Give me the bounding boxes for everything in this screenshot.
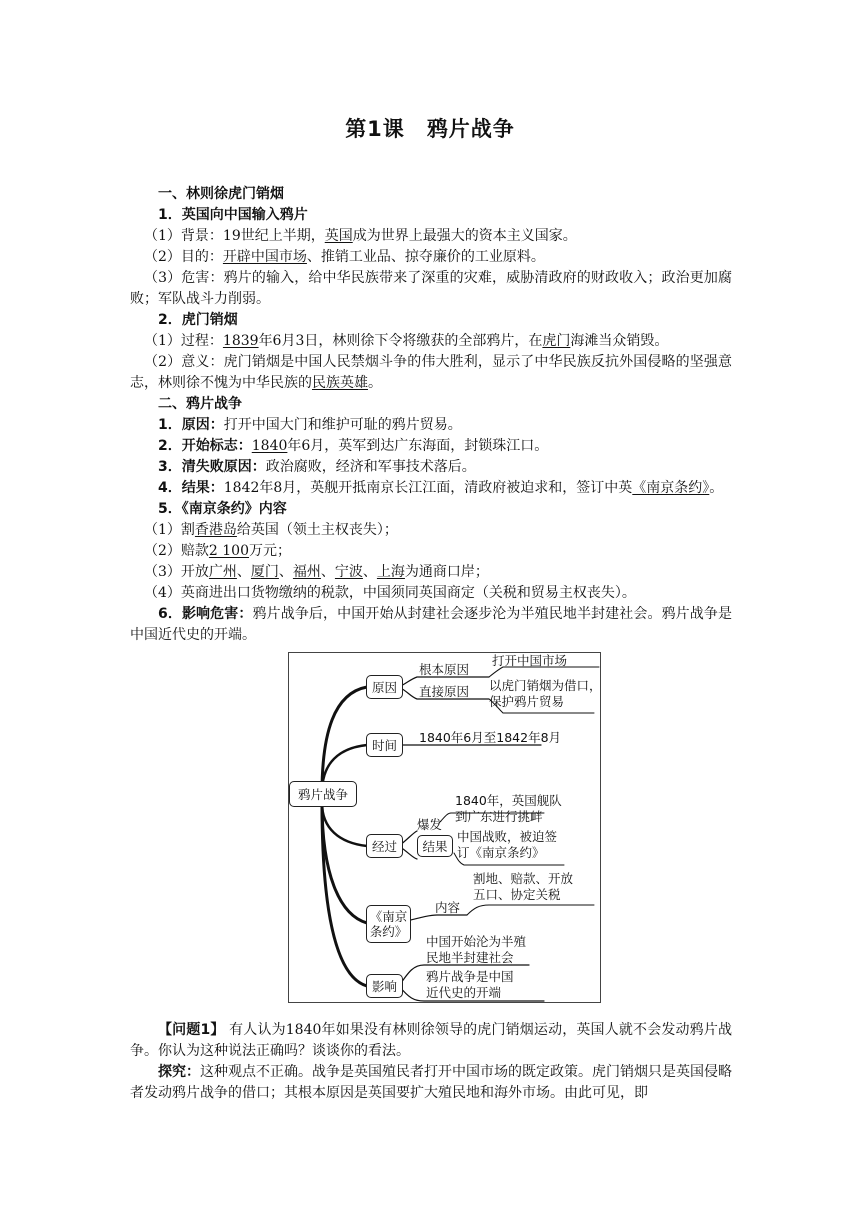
question-block bbox=[130, 1020, 732, 1104]
direct-cause-text: 以虎门销烟为借口， bbox=[489, 678, 602, 693]
treaty-node: 《南京 条约》 bbox=[366, 905, 411, 943]
impact-text: 鸦片战争是中国 bbox=[426, 969, 514, 984]
result-node: 结果 bbox=[417, 835, 453, 857]
paragraph: （2）意义：虎门销烟是中国人民禁烟斗争的伟大胜利，显示了中华民族反抗外国侵略的坚强意志，林则徐不愧为中华民族的民族英雄。 bbox=[130, 354, 732, 391]
lesson-number: 第1课 bbox=[345, 117, 405, 141]
mind-map-diagram bbox=[288, 652, 601, 1003]
paragraph: 1．原因：打开中国大门和维护可耻的鸦片贸易。 bbox=[158, 417, 462, 433]
paragraph: 2．开始标志：1840年6月，英军到达广东海面，封锁珠江口。 bbox=[158, 438, 549, 454]
treaty-content-text: 割地、赔款、开放 bbox=[473, 871, 574, 886]
impact-text: 中国开始沦为半殖 bbox=[426, 934, 527, 949]
root-cause-text: 打开中国市场 bbox=[492, 653, 568, 668]
subsection-heading: 5．《南京条约》内容 bbox=[158, 501, 287, 517]
root-node: 鸦片战争 bbox=[289, 781, 357, 807]
outbreak-text: 到广东进行挑衅 bbox=[455, 809, 543, 824]
paragraph: （2）赔款2 100万元； bbox=[144, 543, 292, 559]
cause-node: 原因 bbox=[366, 675, 403, 699]
page-title bbox=[0, 113, 860, 143]
paragraph: 6．影响危害：鸦片战争后，中国开始从封建社会逐步沦为半殖民地半封建社会。鸦片战争是中国近代史的开端。 bbox=[130, 606, 733, 643]
answer-text: 探究：这种观点不正确。战争是英国殖民者打开中国市场的既定政策。虎门销烟只是英国侵略者发动鸦片战争的借口；其根本原因是英国要扩大殖民地和海外市场。由此可见，即 bbox=[130, 1064, 732, 1101]
process-node: 经过 bbox=[366, 834, 403, 858]
time-text: 1840年6月至1842年8月 bbox=[419, 730, 562, 745]
paragraph: （2）目的：开辟中国市场、推销工业品、掠夺廉价的工业原料。 bbox=[144, 249, 545, 265]
paragraph: （3）开放广州、厦门、福州、宁波、上海为通商口岸； bbox=[144, 564, 489, 580]
paragraph: （1）背景：19世纪上半期，英国成为世界上最强大的资本主义国家。 bbox=[144, 228, 577, 244]
outbreak-text: 1840年，英国舰队 bbox=[455, 793, 562, 808]
result-text: 订《南京条约》 bbox=[457, 845, 545, 860]
direct-cause-text: 保护鸦片贸易 bbox=[489, 694, 565, 709]
paragraph: （4）英商进出口货物缴纳的税款，中国须同英国商定（关税和贸易主权丧失）。 bbox=[144, 585, 636, 601]
result-text: 中国战败，被迫签 bbox=[457, 829, 558, 844]
section-heading: 一、林则徐虎门销烟 bbox=[158, 186, 284, 202]
question-text: 【问题1】 有人认为1840年如果没有林则徐领导的虎门销烟运动，英国人就不会发动鸦片战争。你认为这种说法正确吗？谈谈你的看法。 bbox=[130, 1022, 732, 1059]
paragraph: 4．结果：1842年8月，英舰开抵南京长江江面，清政府被迫求和，签订中英《南京条约》。 bbox=[158, 480, 724, 496]
impact-node: 影响 bbox=[366, 974, 403, 998]
impact-text: 民地半封建社会 bbox=[426, 950, 514, 965]
subsection-heading: 1．英国向中国输入鸦片 bbox=[158, 207, 308, 223]
impact-text: 近代史的开端 bbox=[426, 985, 502, 1000]
lesson-content bbox=[130, 184, 732, 646]
outbreak-label: 爆发 bbox=[417, 817, 443, 832]
paragraph: （3）危害：鸦片的输入，给中华民族带来了深重的灾难，威胁清政府的财政收入；政治更加腐败；军队战斗力削弱。 bbox=[130, 270, 732, 307]
lesson-name: 鸦片战争 bbox=[426, 117, 515, 141]
section-heading: 二、鸦片战争 bbox=[158, 396, 242, 412]
root-cause-label: 根本原因 bbox=[419, 662, 470, 677]
paragraph: 3．清失败原因：政治腐败，经济和军事技术落后。 bbox=[158, 459, 476, 475]
paragraph: （1）过程：1839年6月3日，林则徐下令将缴获的全部鸦片，在虎门海滩当众销毁。 bbox=[144, 333, 669, 349]
direct-cause-label: 直接原因 bbox=[419, 684, 470, 699]
treaty-content-text: 五口、协定关税 bbox=[473, 887, 561, 902]
treaty-content-label: 内容 bbox=[435, 900, 461, 915]
paragraph: （1）割香港岛给英国（领土主权丧失）； bbox=[144, 522, 398, 538]
time-node: 时间 bbox=[366, 733, 403, 757]
subsection-heading: 2．虎门销烟 bbox=[158, 312, 238, 328]
